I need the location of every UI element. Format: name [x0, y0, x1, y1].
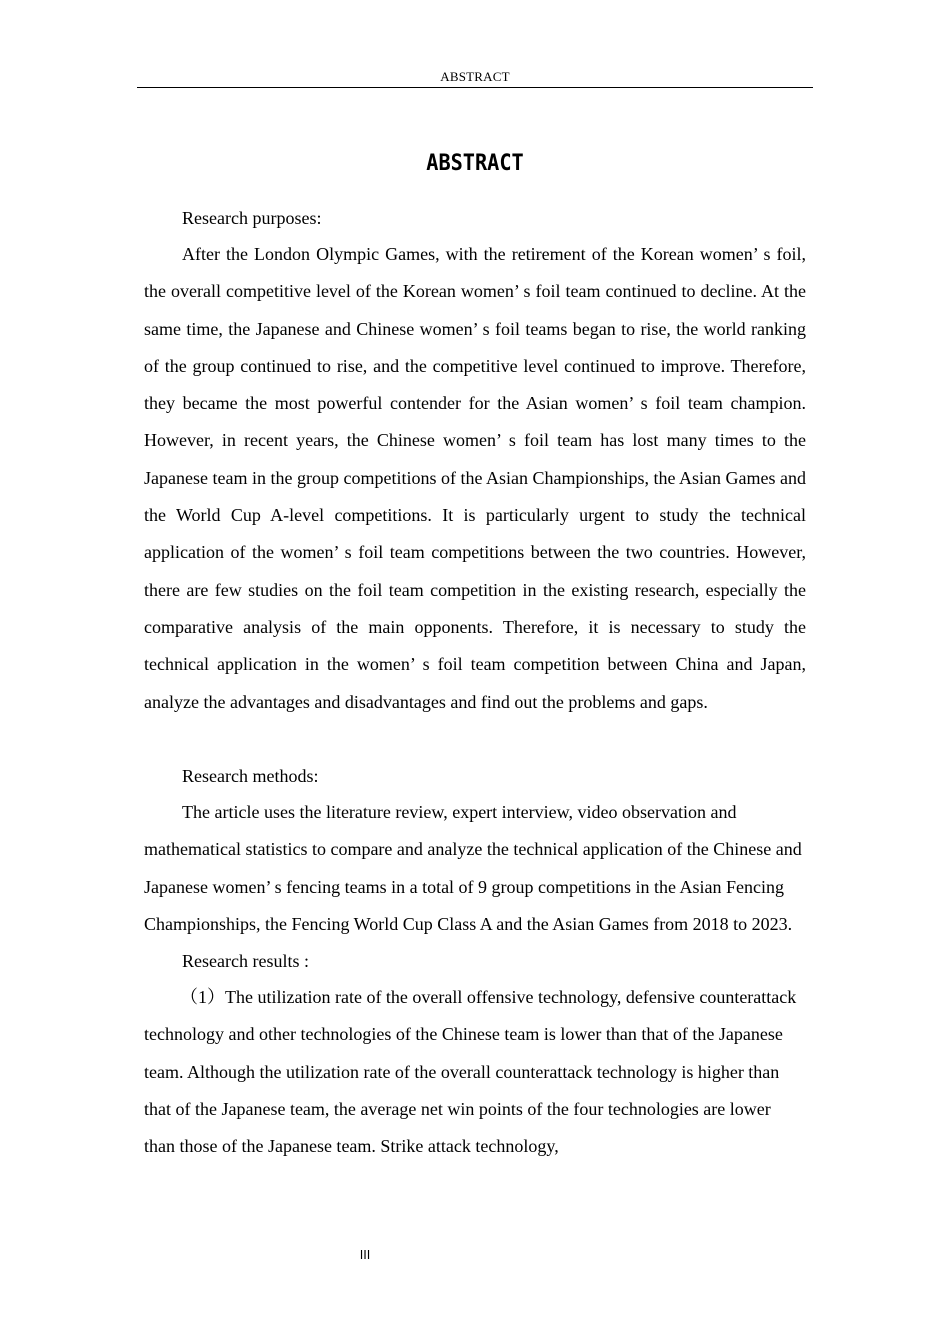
results-item-1: （1）The utilization rate of the overall offensive technology, defensive counterattack technology and other technologies of the Chinese team is lower than that of the Japanese team. Although the utilization rate of the overall counterattack technology is higher than that of the Japanese team, the average net win points of the four technologies are lower than those of the Japanese team. Strike attack technology,: [144, 987, 797, 1157]
page-title: ABSTRACT: [426, 151, 524, 176]
results-heading: Research results :: [182, 951, 309, 972]
header-rule: [137, 87, 813, 88]
page-number: III: [359, 1248, 371, 1262]
running-header: ABSTRACT: [440, 69, 510, 84]
abstract-body-upper: [144, 200, 806, 721]
methods-paragraph: The article uses the literature review, expert interview, video observation and mathematical statistics to compare and analyze the technical application of the Chinese and Japanese women’ s fencing teams in a total of 9 group competitions in the Asian Fencing Championships, the Fencing World Cup Class A and the Asian Games from 2018 to 2023.: [144, 802, 802, 934]
abstract-body-lower: [144, 758, 806, 1166]
purposes-paragraph: After the London Olympic Games, with the retirement of the Korean women’ s foil, the overall competitive level of the Korean women’ s foil team continued to decline. At the same time, the Japanese and Chinese women’ s foil teams began to rise, the world ranking of the group continued to rise, and the competitive level continued to improve. Therefore, they became the most powerful contender for the Asian women’ s foil team champion. However, in recent years, the Chinese women’ s foil team has lost many times to the Japanese team in the group competitions of the Asian Championships, the Asian Games and the World Cup A-level competitions. It is particularly urgent to study the technical application of the women’ s foil team competitions between the two countries. However, there are few studies on the foil team competition in the existing research, especially the comparative analysis of the main opponents. Therefore, it is necessary to study the technical application in the women’ s foil team competition between China and Japan, analyze the advantages and disadvantages and find out the problems and gaps.: [144, 244, 806, 712]
purposes-heading: Research purposes:: [182, 208, 322, 228]
methods-heading: Research methods:: [182, 766, 319, 786]
